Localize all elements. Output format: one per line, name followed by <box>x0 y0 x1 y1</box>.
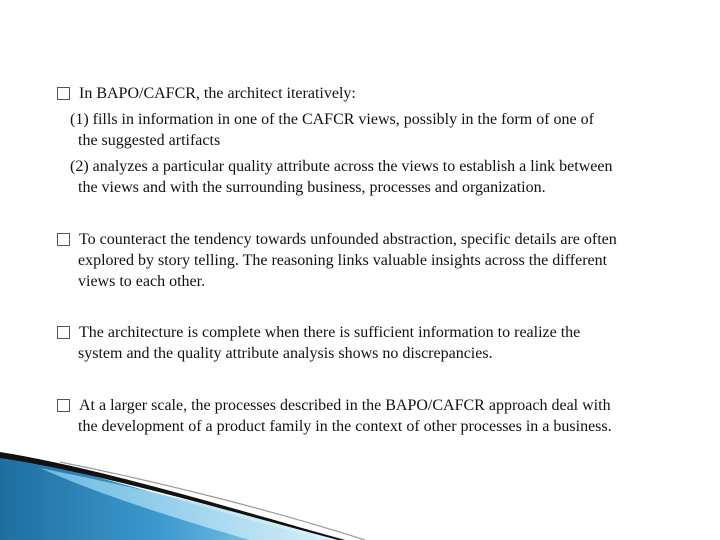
wave-gray-line <box>60 462 365 540</box>
bullet-4-line-1: At a larger scale, the processes described in the BAPO/CAFCR approach deal with <box>79 397 611 414</box>
wave-dark-stroke <box>0 452 345 540</box>
bullet-2-line-3: views to each other. <box>78 273 206 290</box>
wave-blue-band <box>0 455 330 540</box>
hollow-square-bullet-icon <box>57 326 70 339</box>
bullet-2-line-1: To counteract the tendency towards unfounded abstraction, specific details are often <box>79 231 617 248</box>
wave-light-band <box>40 468 350 540</box>
bullet-4-line-2: the development of a product family in the context of other processes in a business. <box>78 418 612 435</box>
bullet-3-line-1: The architecture is complete when there is sufficient information to realize the <box>79 324 581 341</box>
bullet-1-line-5: the views and with the surrounding business, processes and organization. <box>78 179 546 196</box>
hollow-square-bullet-icon <box>57 233 70 246</box>
bullet-2-line-2: explored by story telling. The reasoning links valuable insights across the different <box>78 252 608 269</box>
hollow-square-bullet-icon <box>57 87 70 100</box>
bullet-1-line-1: In BAPO/CAFCR, the architect iteratively: <box>79 85 356 102</box>
bullet-3-line-2: system and the quality attribute analysis shows no discrepancies. <box>78 345 493 362</box>
bullet-1-line-3: the suggested artifacts <box>78 132 221 149</box>
bullet-1-line-2: (1) fills in information in one of the CAFCR views, possibly in the form of one of <box>70 111 594 128</box>
hollow-square-bullet-icon <box>57 399 70 412</box>
bullet-1-line-4: (2) analyzes a particular quality attribute across the views to establish a link between <box>70 158 613 175</box>
